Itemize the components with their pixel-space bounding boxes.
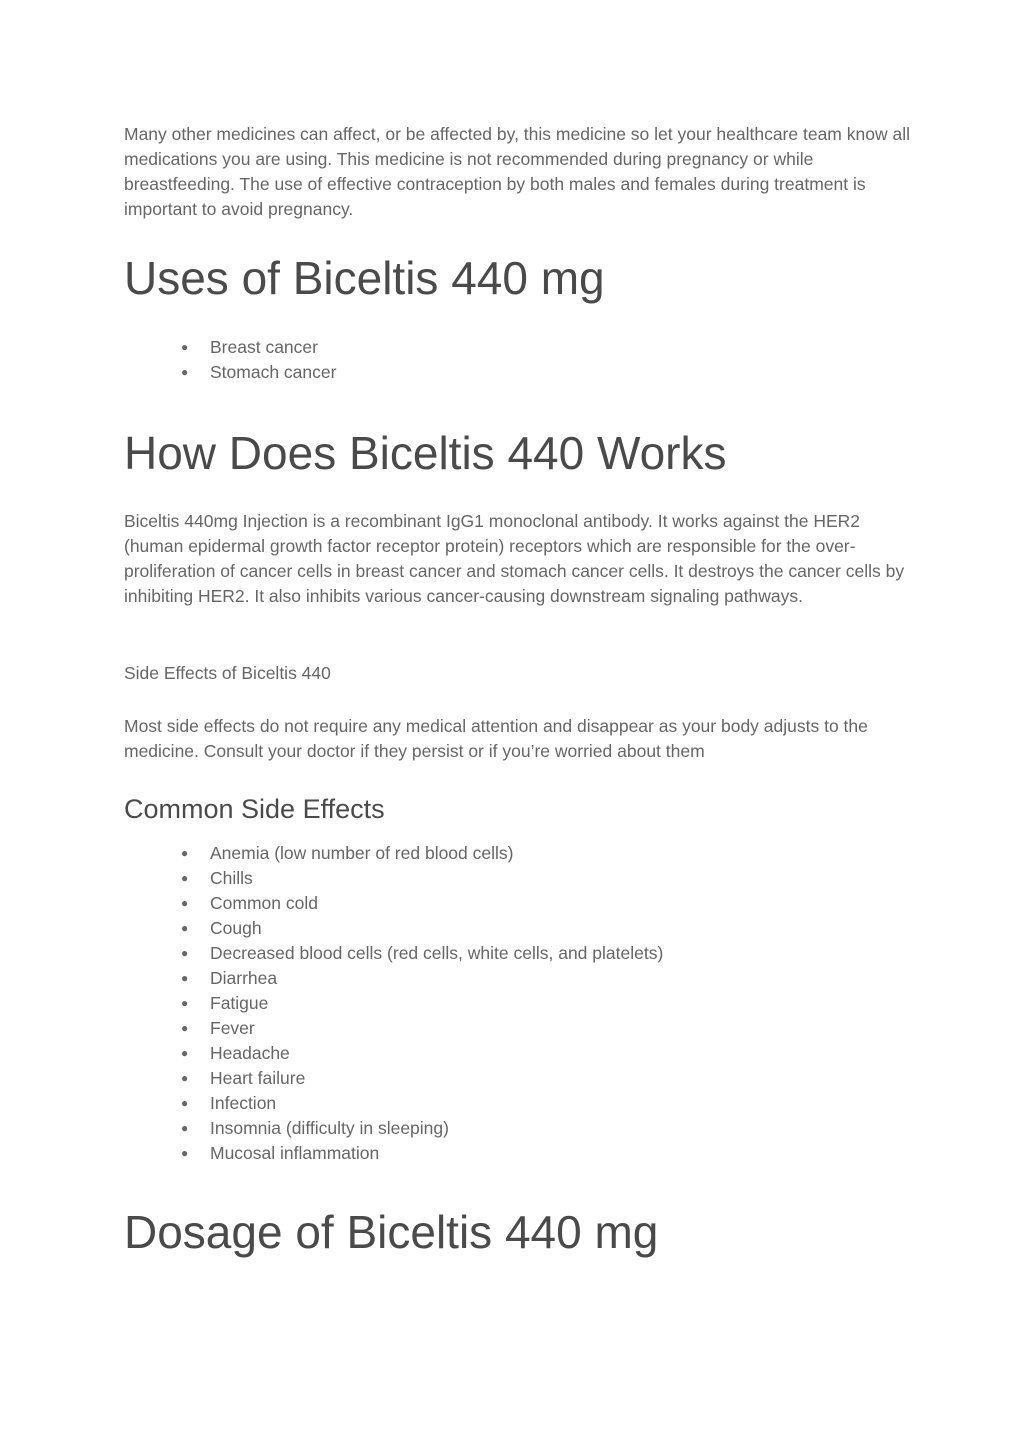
list-item: ● Headache	[124, 1041, 914, 1066]
uses-list	[124, 335, 914, 385]
bullet-icon: ●	[181, 1096, 189, 1110]
list-item: ● Heart failure	[124, 1066, 914, 1091]
list-item: ● Decreased blood cells (red cells, white cells, and platelets)	[124, 941, 914, 966]
bullet-icon: ●	[181, 846, 189, 860]
bullet-icon: ●	[181, 1021, 189, 1035]
bullet-icon: ●	[181, 946, 189, 960]
list-item: ● Common cold	[124, 891, 914, 916]
common-side-effects-heading: Common Side Effects	[124, 794, 385, 824]
list-item: ● Diarrhea	[124, 966, 914, 991]
bullet-icon: ●	[181, 921, 189, 935]
bullet-icon: ●	[181, 996, 189, 1010]
bullet-icon: ●	[181, 340, 189, 354]
list-item: ● Breast cancer	[124, 335, 914, 360]
list-item: ● Anemia (low number of red blood cells)	[124, 841, 914, 866]
uses-heading: Uses of Biceltis 440 mg	[124, 252, 605, 304]
list-item: ● Fatigue	[124, 991, 914, 1016]
list-item: ● Chills	[124, 866, 914, 891]
how-works-paragraph: Biceltis 440mg Injection is a recombinant IgG1 monoclonal antibody. It works against the HER2 (human epidermal growth factor receptor protein) receptors which are responsible for the over-proliferation of cancer cells in breast cancer and stomach cancer cells. It destroys the cancer cells by inhibiting HER2. It also inhibits various cancer-causing downstream signaling pathways.	[124, 511, 905, 606]
list-item: ● Insomnia (difficulty in sleeping)	[124, 1116, 914, 1141]
bullet-icon: ●	[181, 1146, 189, 1160]
bullet-icon: ●	[181, 365, 189, 379]
list-item: ● Infection	[124, 1091, 914, 1116]
intro-paragraph: Many other medicines can affect, or be affected by, this medicine so let your healthcare team know all medications you are using. This medicine is not recommended during pregnancy or while breastfeeding. The use of effective contraception by both males and females during treatment is important to avoid pregnancy.	[124, 124, 910, 219]
side-effects-label: Side Effects of Biceltis 440	[124, 663, 331, 683]
bullet-icon: ●	[181, 1046, 189, 1060]
bullet-icon: ●	[181, 1121, 189, 1135]
bullet-icon: ●	[181, 871, 189, 885]
dosage-heading: Dosage of Biceltis 440 mg	[124, 1206, 659, 1258]
bullet-icon: ●	[181, 971, 189, 985]
list-item: ● Mucosal inflammation	[124, 1141, 914, 1166]
how-works-heading: How Does Biceltis 440 Works	[124, 427, 727, 479]
common-side-effects-list	[124, 841, 914, 1166]
side-effects-paragraph: Most side effects do not require any medical attention and disappear as your body adjusts to the medicine. Consult your doctor if they persist or if you’re worried about them	[124, 716, 868, 761]
bullet-icon: ●	[181, 896, 189, 910]
bullet-icon: ●	[181, 1071, 189, 1085]
list-item: ● Stomach cancer	[124, 360, 914, 385]
list-item: ● Cough	[124, 916, 914, 941]
list-item: ● Fever	[124, 1016, 914, 1041]
